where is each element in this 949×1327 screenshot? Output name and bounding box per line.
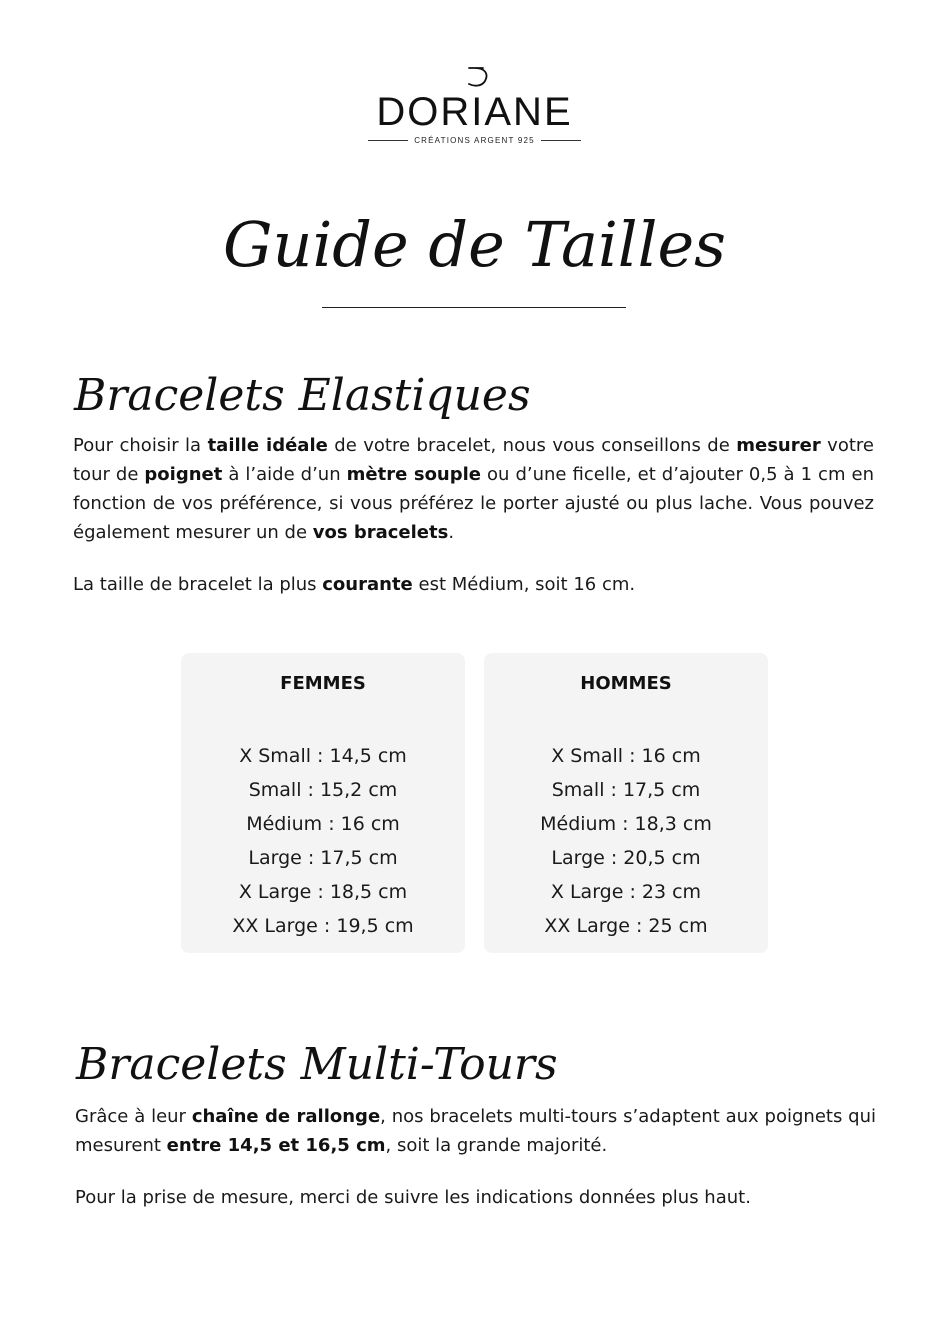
size-row: Médium : 16 cm (246, 813, 400, 835)
section-title-elastiques: Bracelets Elastiques (74, 370, 531, 421)
elastic-paragraph-2: La taille de bracelet la plus courante est Médium, soit 16 cm. (73, 574, 636, 595)
multi-paragraph-1: Grâce à leur chaîne de rallonge, nos bracelets multi-tours s’adaptent aux poignets qui mesurent entre 14,5 et 16,5 cm, soit la grande majorité. (75, 1106, 877, 1156)
elastic-paragraph-1: Pour choisir la taille idéale de votre bracelet, nous vous conseillons de mesurer votre tour de poignet à l’aide d’un mètre souple ou d’une ficelle, et d’ajouter 0,5 à 1 cm en fonction de vos préférence, si vous préférez le porter ajusté ou plus lache. Vous pouvez également mesurer un de vos bracelets. (73, 435, 874, 543)
page-title: Guide de Tailles (223, 208, 726, 281)
bold-emphasis: chaîne de rallonge (191, 1106, 381, 1127)
size-list-femmes (181, 739, 465, 943)
size-card-femmes (181, 653, 465, 953)
bold-emphasis: mesurer (736, 435, 821, 456)
card-title-femmes: FEMMES (280, 673, 366, 694)
size-row: Large : 20,5 cm (551, 847, 701, 869)
size-card-hommes (484, 653, 768, 953)
size-row: XX Large : 25 cm (544, 915, 708, 937)
size-list-hommes (484, 739, 768, 943)
size-row: Small : 17,5 cm (551, 779, 701, 801)
size-row: X Small : 14,5 cm (239, 745, 407, 767)
bold-emphasis: mètre souple (346, 464, 482, 485)
bold-emphasis: taille idéale (207, 435, 328, 456)
brand-name: DORIANE (376, 90, 573, 134)
bold-emphasis: entre 14,5 et 16,5 cm (166, 1135, 386, 1156)
title-divider (322, 307, 626, 308)
section-title-multi-tours: Bracelets Multi-Tours (76, 1039, 558, 1090)
bold-emphasis: courante (322, 574, 413, 595)
bold-emphasis: poignet (144, 464, 223, 485)
size-row: X Large : 23 cm (550, 881, 702, 903)
brand-tagline-row (0, 136, 949, 145)
brand-tagline: CRÉATIONS ARGENT 925 (414, 136, 535, 145)
card-title-hommes: HOMMES (580, 673, 672, 694)
size-row: X Small : 16 cm (551, 745, 701, 767)
size-row: Médium : 18,3 cm (540, 813, 712, 835)
bold-emphasis: vos bracelets (312, 522, 449, 543)
size-row: XX Large : 19,5 cm (232, 915, 414, 937)
size-row: X Large : 18,5 cm (238, 881, 408, 903)
multi-paragraph-2: Pour la prise de mesure, merci de suivre les indications données plus haut. (75, 1187, 751, 1208)
size-row: Large : 17,5 cm (248, 847, 398, 869)
logo-d-mark-icon (455, 64, 495, 90)
brand-logo (0, 64, 949, 145)
size-row: Small : 15,2 cm (248, 779, 398, 801)
tagline-left-rule (368, 140, 408, 141)
tagline-right-rule (541, 140, 581, 141)
